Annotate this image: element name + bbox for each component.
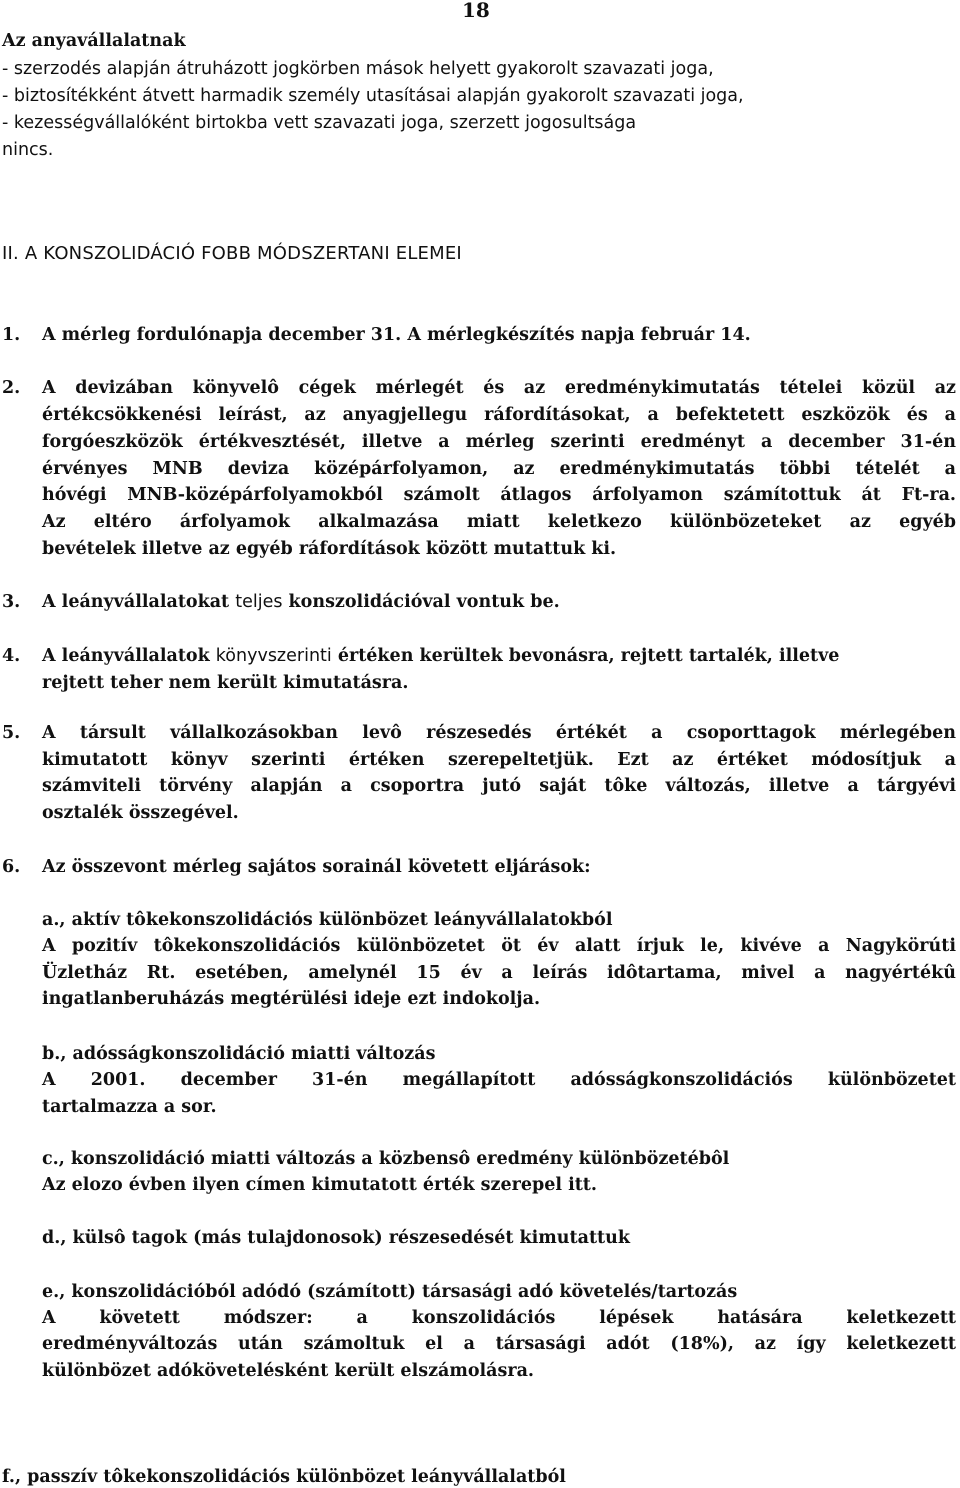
item-2-line: A devizában könyvelô cégek mérlegét és az eredménykimutatás tételei közül az — [42, 378, 956, 398]
item-3-emphasis: teljes — [235, 592, 283, 612]
item-3-before: A leányvállalatokat — [42, 592, 236, 612]
item-1-number: 1. — [2, 325, 21, 345]
sub-a-line: Üzletház Rt. esetében, amelynél 15 év a leírás idôtartama, mivel a nagyértékû — [42, 963, 956, 983]
item-2-line: hóvégi MNB-középárfolyamokból számolt átlagos árfolyamon számítottuk át Ft-ra. — [42, 485, 956, 505]
sub-a-title: a., aktív tôkekonszolidációs különbözet leányvállalatokból — [42, 910, 613, 930]
item-2-line: bevételek illetve az egyéb ráfordítások között mutattuk ki. — [42, 539, 617, 559]
page-number: 18 — [462, 0, 490, 22]
intro-item-2: - biztosítékként átvett harmadik személy utasításai alapján gyakorolt szavazati joga, — [2, 86, 744, 106]
item-3-text — [42, 591, 560, 613]
sub-b-title: b., adósságkonszolidáció miatti változás — [42, 1044, 436, 1064]
intro-item-3-cont: nincs. — [2, 140, 54, 160]
intro-heading: Az anyavállalatnak — [2, 31, 186, 51]
item-2-line: forgóeszközök értékvesztését, illetve a mérleg szerinti eredményt a december 31-én — [42, 432, 956, 452]
item-2-line: érvényes MNB deviza középárfolyamon, az eredménykimutatás többi tételét a — [42, 459, 956, 479]
sub-e-line: különbözet adókövetelésként került elszámolásra. — [42, 1361, 535, 1381]
item-5-line: osztalék összegével. — [42, 803, 239, 823]
item-4-before: A leányvállalatok — [42, 646, 216, 666]
sub-e-title: e., konszolidációból adódó (számított) társasági adó követelés/tartozás — [42, 1282, 738, 1302]
sub-c-title: c., konszolidáció miatti változás a közbensô eredmény különbözetébôl — [42, 1149, 730, 1169]
item-5-line: A társult vállalkozásokban levô részesedés értékét a csoporttagok mérlegében — [42, 723, 956, 743]
intro-item-1: - szerzodés alapján átruházott jogkörben mások helyett gyakorolt szavazati joga, — [2, 59, 714, 79]
sub-f-title: f., passzív tôkekonszolidációs különbözet leányvállalatból — [2, 1467, 566, 1487]
item-4-number: 4. — [2, 646, 21, 666]
item-5-line: számviteli törvény alapján a csoportra jutó saját tôke változás, illetve a tárgyévi — [42, 776, 956, 796]
item-2-number: 2. — [2, 378, 21, 398]
item-5-number: 5. — [2, 723, 21, 743]
sub-a-line: ingatlanberuházás megtérülési ideje ezt indokolja. — [42, 989, 541, 1009]
sub-e-line: A követett módszer: a konszolidációs lépések hatására keletkezett — [42, 1308, 956, 1328]
item-4-text — [42, 645, 839, 667]
item-3-number: 3. — [2, 592, 21, 612]
item-1-text: A mérleg fordulónapja december 31. A mérlegkészítés napja február 14. — [42, 325, 751, 345]
item-2-line: Az eltéro árfolyamok alkalmazása miatt keletkezo különbözeteket az egyéb — [42, 512, 956, 532]
sub-c-line: Az elozo évben ilyen címen kimutatott érték szerepel itt. — [42, 1175, 597, 1195]
item-4-line: rejtett teher nem került kimutatásra. — [42, 673, 409, 693]
item-2-line: értékcsökkenési leírást, az anyagjellegu ráfordításokat, a befektetett eszközök és a — [42, 405, 956, 425]
intro-item-3: - kezességvállalóként birtokba vett szavazati joga, szerzett jogosultsága — [2, 113, 637, 133]
sub-b-line: tartalmazza a sor. — [42, 1097, 217, 1117]
sub-d-title: d., külsô tagok (más tulajdonosok) részesedését kimutattuk — [42, 1228, 630, 1248]
item-4-emphasis: könyvszerinti — [215, 646, 332, 666]
sub-b-line: A 2001. december 31-én megállapított adósságkonszolidációs különbözetet — [42, 1070, 956, 1090]
item-4-after: értéken kerültek bevonásra, rejtett tartalék, illetve — [331, 646, 840, 666]
section-heading: II. A KONSZOLIDÁCIÓ FOBB MÓDSZERTANI ELEMEI — [2, 243, 462, 264]
item-3-after: konszolidációval vontuk be. — [282, 592, 560, 612]
item-5-line: kimutatott könyv szerinti értéken szerepeltetjük. Ezt az értéket módosítjuk a — [42, 750, 956, 770]
sub-e-line: eredményváltozás után számoltuk el a társasági adót (18%), az így keletkezett — [42, 1334, 956, 1354]
item-6-number: 6. — [2, 857, 21, 877]
sub-a-line: A pozitív tôkekonszolidációs különbözetet öt év alatt írjuk le, kivéve a Nagykörúti — [42, 936, 956, 956]
item-6-text: Az összevont mérleg sajátos sorainál követett eljárások: — [42, 857, 591, 877]
